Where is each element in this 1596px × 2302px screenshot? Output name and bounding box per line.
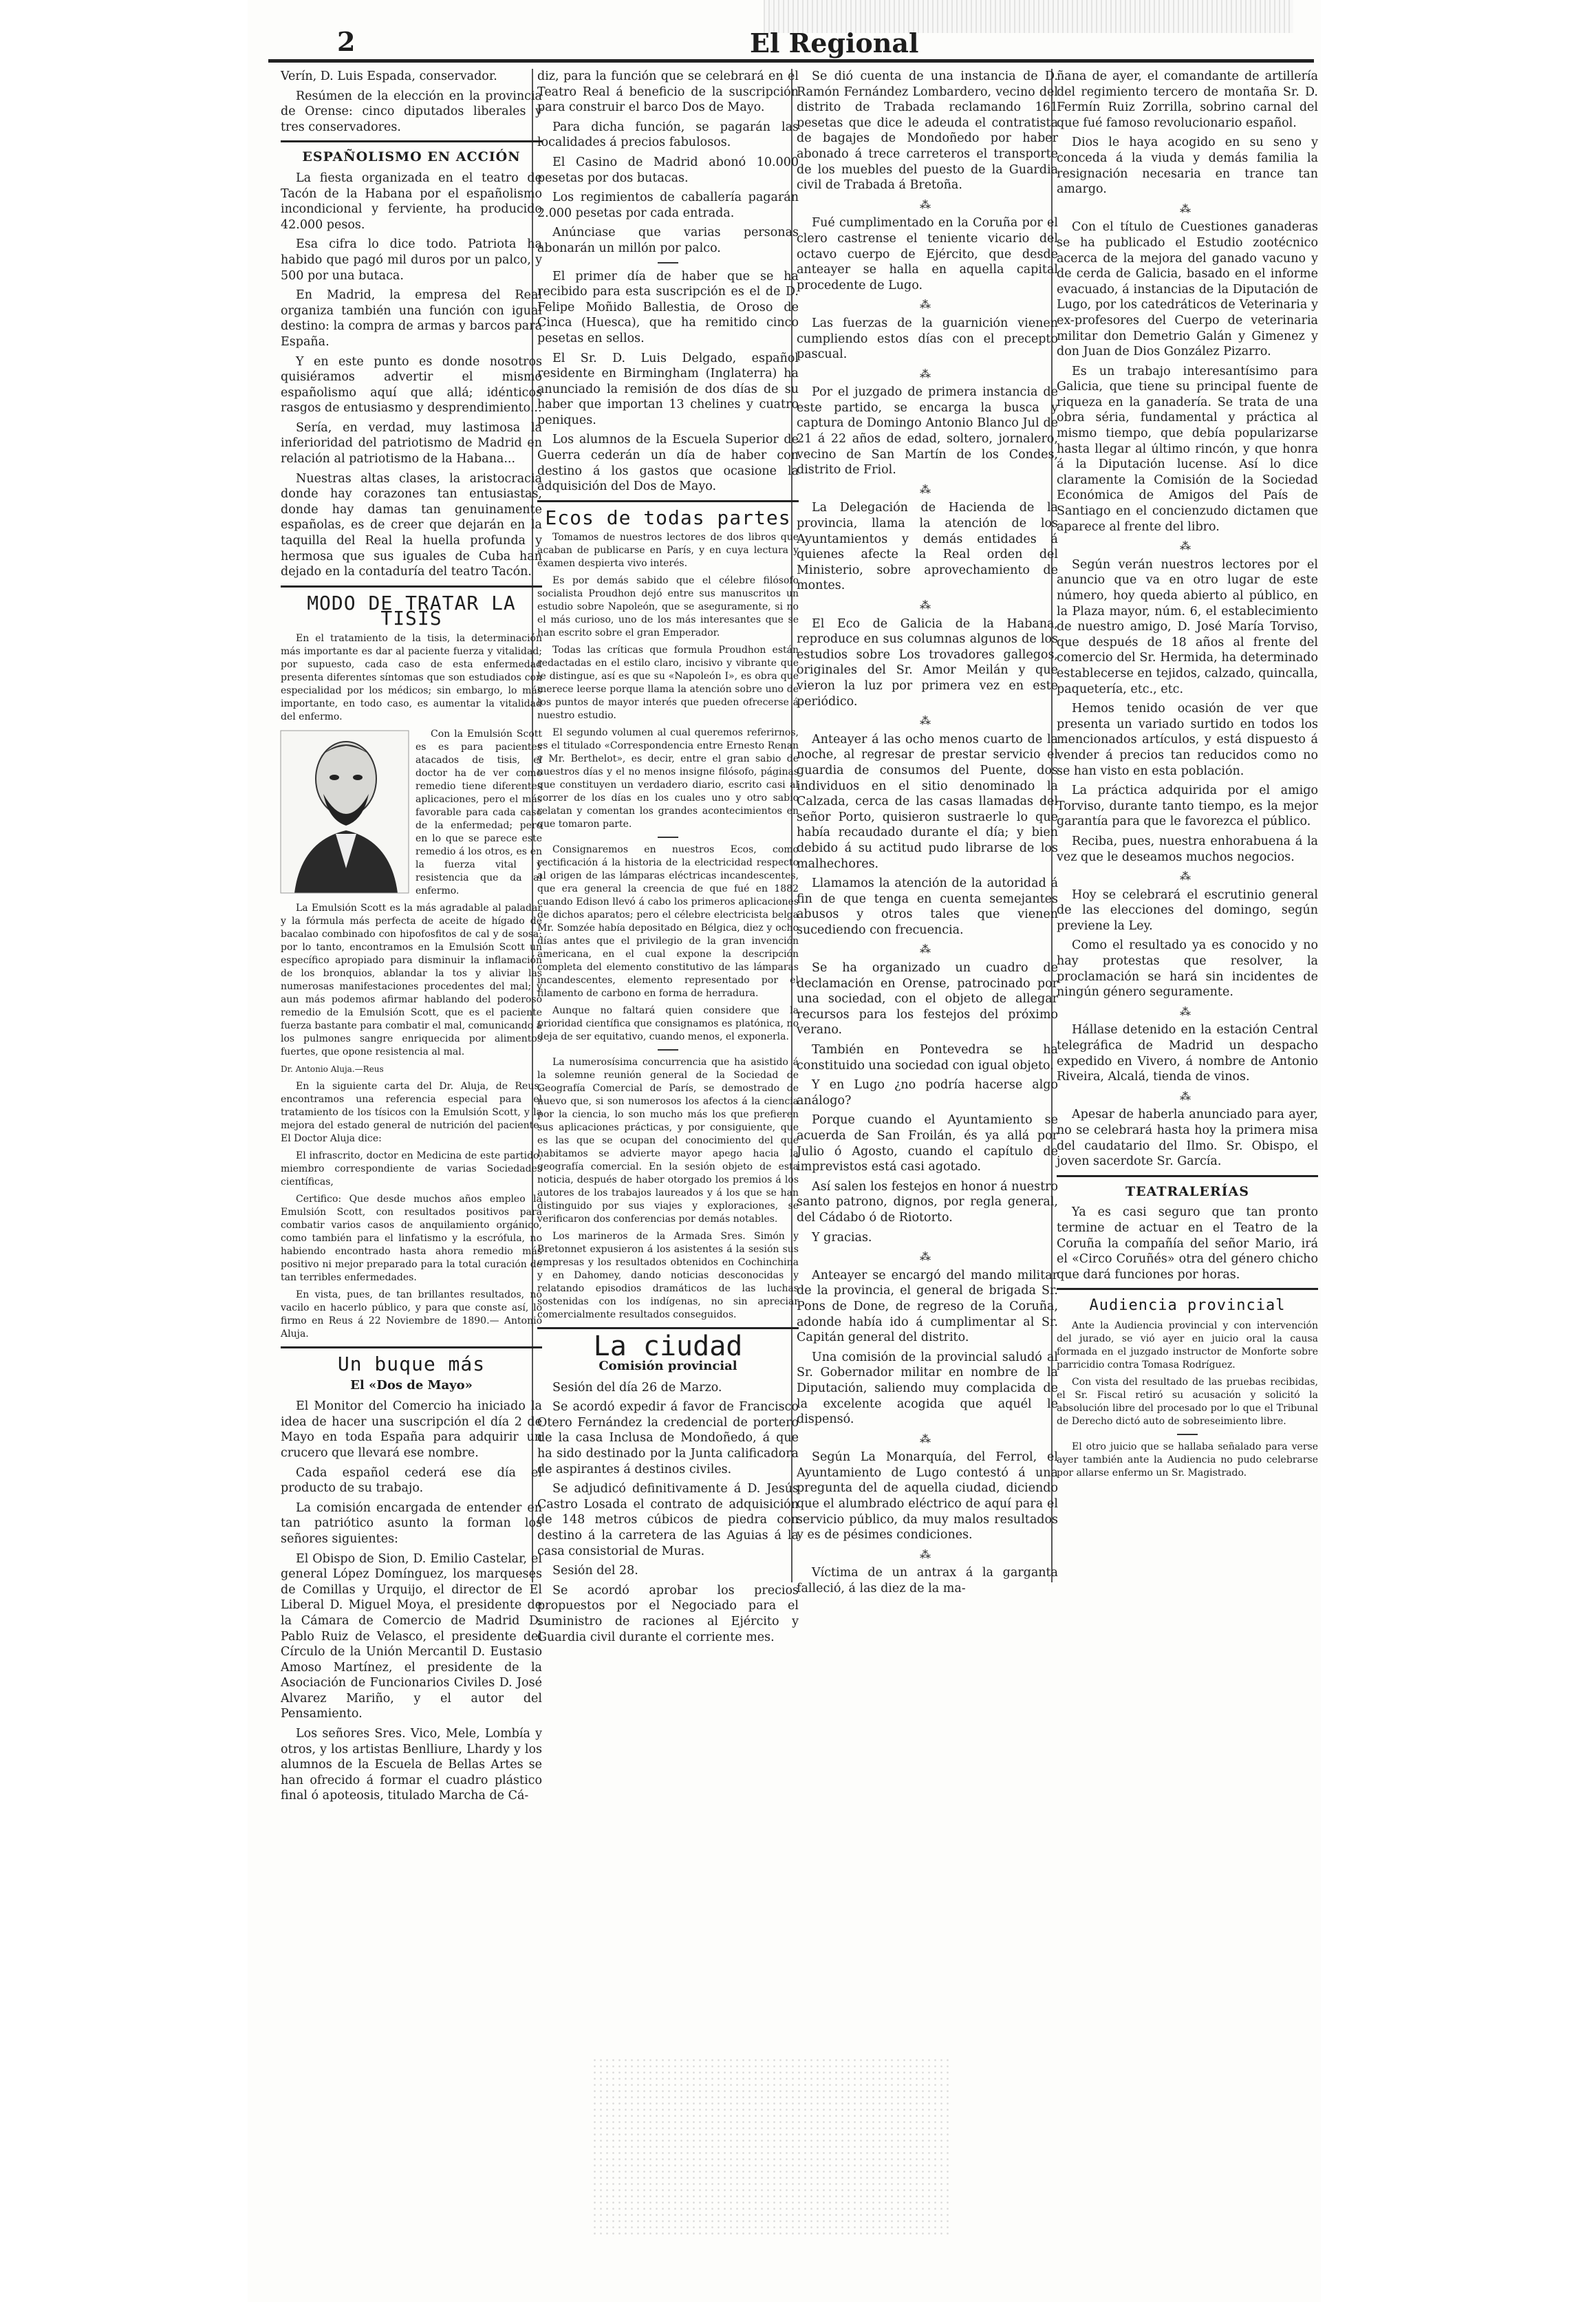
section-rule <box>1057 1288 1318 1290</box>
asterism: ⁂ <box>1180 539 1195 553</box>
separator-dash <box>1177 1434 1198 1435</box>
paragraph: Aunque no faltará quien considere que la prioridad científica que consignamos es platónica, no deja de ser equitativo, cuando menos, el exponerla. <box>537 1005 799 1043</box>
section-rule <box>537 1327 799 1329</box>
paragraph: En la siguiente carta del Dr. Aluja, de Reus, encontramos una referencia especial para el tratamiento de los tísicos con la Emulsión Scott, y la mejora del estado general de nutrición del paciente. El Doctor Aluja dice: <box>281 1081 542 1144</box>
section-heading: Ecos de todas partes <box>545 506 791 529</box>
asterism: ⁂ <box>920 714 935 728</box>
section-heading: TEATRALERÍAS <box>1125 1183 1249 1199</box>
paragraph: Y gracias. <box>812 1230 872 1245</box>
paragraph: Dios le haya acogido en su seno y conceda á la viuda y demás familia la resignación necesaria en trance tan amargo. <box>1057 136 1318 197</box>
paragraph: El segundo volumen al cual queremos referirnos, es el titulado «Correspondencia entre Ernesto Renan y Mr. Berthelot», es decir, entre el gran sabio de nuestros días y el no menos insigne filósofo, páginas que constituyen un verdadero diario, escrito casi al correr de los días en los cuales uno y otro sabio relatan y comentan los grandes acontecimientos en que tomaron parte. <box>537 727 799 830</box>
paragraph: Se acordó expedir á favor de Francisco Otero Fernández la credencial de portero de la casa Inclusa de Mondoñedo, á que ha sido destinado por la Junta calificadora de aspirantes á destinos civiles. <box>537 1400 799 1476</box>
paragraph: Esa cifra lo dice todo. Patriota ha habido que pagó mil duros por un palco, y 500 por una butaca. <box>281 237 542 283</box>
paragraph: Fué cumplimentado en la Coruña por el clero castrense el teniente vicario del octavo cuerpo de Ejército, que desde anteayer se halla en aquella capital procedente de Lugo. <box>797 216 1058 292</box>
paragraph: Como el resultado ya es conocido y no hay protestas que resolver, la proclamación se hará sin incidentes de ningún género seguramente. <box>1057 938 1318 1000</box>
paragraph: El Obispo de Sion, D. Emilio Castelar, el general López Domínguez, los marqueses de Comillas y Urquijo, el director de El Liberal D. Miguel Moya, el presidente de la Cámara de Comercio de Madrid D. Pablo Ruiz de Velasco, el presidente del Círculo de la Unión Mercantil D. Eustasio Amoso Martínez, el presidente de la Asociación de Funcionarios Civiles D. José Alvarez Mariño, y el autor del Pensamiento. <box>281 1551 542 1721</box>
paragraph: Con la Emulsión Scott es es para pacientes atacados de tisis, el doctor ha de ver como remedio tiene diferentes aplicaciones, pero el más favorable para cada caso de la enfermedad; pero en lo que se parece este remedio á los otros, es en la fuerza vital y resistencia que da al enfermo. <box>416 729 542 896</box>
portrait-illustration <box>281 731 409 893</box>
asterism: ⁂ <box>920 1432 935 1445</box>
paragraph: La numerosísima concurrencia que ha asistido á la solemne reunión general de la Sociedad de Geografía Comercial de París, se demostrado de nuevo que, si son numerosos los afectos á la ciencia por la ciencia, lo son mucho más los que prefieren sus aplicaciones prácticas, y por consiguiente, que es las que se ocupan del conocimiento del que habitamos se advierte mayor apego hacia la geografía comercial. En la sesión objeto de esta noticia, después de haber otorgado los premios á los autores de los trabajos laureados y á los que se han distinguido por sus viajes y exploraciones, se verificaron dos conferencias por demás notables. <box>537 1057 799 1225</box>
paragraph: Apesar de haberla anunciado para ayer, no se celebrará hasta hoy la primera misa del caudatario del Ilmo. Sr. Obispo, el joven sacerdote Sr. García. <box>1057 1108 1318 1169</box>
paragraph: Es un trabajo interesantísimo para Galicia, que tiene su principal fuente de riqueza en la ganadería. Se trata de una obra séria, fundamental y práctica al mismo tiempo, que debía popularizarse hasta llegar al último rincón, y que honra á la Diputación lucense. Así lo dice claramente la Comisión de la Sociedad Económica de Amigos del País de Santiago en el concienzudo dictamen que aparece al frente del libro. <box>1057 364 1318 534</box>
paragraph: La Delegación de Hacienda de la provincia, llama la atención de los Ayuntamientos y demás entidades á quienes afecte la Real orden del Ministerio, sobre aprovechamiento de montes. <box>797 501 1058 593</box>
paragraph: El otro juicio que se hallaba señalado para verse ayer también ante la Audiencia no pudo celebrarse por allarse enfermo un Sr. Magistrado. <box>1057 1441 1318 1478</box>
paragraph: Hemos tenido ocasión de ver que presenta un variado surtido en todos los mencionados artículos, y está dispuesto á vender á precios tan reducidos como no se han visto en esta población. <box>1057 702 1318 778</box>
paragraph: Las fuerzas de la guarnición vienen cumpliendo estos días con el precepto pascual. <box>797 316 1058 362</box>
paragraph: Hoy se celebrará el escrutinio general de las elecciones del domingo, según previene la Ley. <box>1057 888 1318 933</box>
paragraph: Sesión del 28. <box>552 1564 638 1578</box>
paragraph: ñana de ayer, el comandante de artillería del regimiento tercero de montaña Sr. D. Fermín Ruiz Zorrilla, sobrino carnal del que fué famoso revolucionario español. <box>1057 69 1318 130</box>
paragraph: Reciba, pues, nuestra enhorabuena á la vez que le deseamos muchos negocios. <box>1057 834 1318 864</box>
column-4 <box>1057 69 1318 1582</box>
paragraph: Resúmen de la elección en la provincia de Orense: cinco diputados liberales y tres conservadores. <box>281 89 542 134</box>
paragraph: Cada español cederá ese día el producto de su trabajo. <box>281 1465 542 1496</box>
paragraph: Según La Monarquía, del Ferrol, el Ayuntamiento de Lugo contestó á una pregunta del de aquella ciudad, diciendo que el alumbrado eléctrico de aquí para el servicio público, da muy malos resultados y es de pésimes condiciones. <box>797 1450 1058 1542</box>
section-heading: Un buque más <box>337 1353 486 1375</box>
asterism: ⁂ <box>1180 870 1195 883</box>
asterism: ⁂ <box>920 298 935 312</box>
section-rule <box>281 140 542 142</box>
separator-dash <box>658 262 678 263</box>
separator-dash <box>658 1049 678 1051</box>
paragraph: Consignaremos en nuestros Ecos, como rectificación á la historia de la electricidad respecto al origen de las lámparas eléctricas incandescentes, que era general la creencia de que fué en 1882 cuando Edison llevó á cabo los primeros aplicaciones de dichos aparatos; pero el célebre electricista belga Mr. Somzée había depositado en Bélgica, diez y ocho días antes que el privilegio de la gran invención americana, en el cual expone la descripción completa del elemento constitutivo de las lámparas incandescentes, elemento representado por el filamento de carbono en forma de herradura. <box>537 844 799 1000</box>
paragraph: Hállase detenido en la estación Central telegráfica de Madrid un despacho expedido en Vivero, á nombre de Antonio Riveira, Alcalá, tienda de vinos. <box>1057 1023 1318 1084</box>
paragraph: El Sr. D. Luis Delgado, español residente en Birmingham (Inglaterra) ha anunciado la remisión de dos días de su haber que importan 13 chelines y cuatro peniques. <box>537 351 799 427</box>
asterism: ⁂ <box>920 1250 935 1264</box>
section-subheading: El «Dos de Mayo» <box>350 1377 473 1392</box>
asterism: ⁂ <box>1180 202 1195 215</box>
paragraph: Anúnciase que varias personas abonarán un millón por palco. <box>537 226 799 255</box>
section-rule <box>1057 1175 1318 1177</box>
paragraph: La práctica adquirida por el amigo Torviso, durante tanto tiempo, es la mejor garantía para que le favorezca el público. <box>1057 784 1318 829</box>
paragraph: El Casino de Madrid abonó 10.000 pesetas por dos butacas. <box>537 155 799 185</box>
asterism: ⁂ <box>920 482 935 496</box>
separator-dash <box>658 837 678 838</box>
print-noise-bottom <box>592 2057 949 2236</box>
asterism: ⁂ <box>920 943 935 956</box>
asterism: ⁂ <box>920 367 935 380</box>
portrait-caption: Dr. Antonio Aluja.—Reus <box>281 1064 384 1074</box>
paragraph: Con el título de Cuestiones ganaderas se ha publicado el Estudio zootécnico acerca de la mejora del ganado vacuno y de cerda de Galicia, basado en el informe evacuado, á instancias de la Diputación de Lugo, por los catedráticos de Veterinaria y ex-profesores del Cuerpo de veterinaria militar don Demetrio Galán y Gimenez y don Juan de Dios González Pizarro. <box>1057 220 1318 359</box>
paragraph: Nuestras altas clases, la aristocracia donde hay corazones tan entusiastas, donde hay damas tan genuinamente españolas, es de creer que dejarán en la taquilla del Real la huella profunda y hermosa que sus iguales de Cuba han dejado en la contaduría del teatro Tacón. <box>281 471 542 579</box>
section-rule <box>281 1346 542 1348</box>
masthead: El Regional <box>750 28 919 58</box>
paragraph: Los señores Sres. Vico, Mele, Lombía y otros, y los artistas Benlliure, Lhardy y los alumnos de la Escuela de Bellas Artes se han ofrecido á formar el cuadro plástico final ó apoteosis, titulado Marcha de Cá- <box>281 1727 542 1803</box>
paragraph: Se adjudicó definitivamente á D. Jesús Castro Losada el contrato de adquisición de 148 metros cúbicos de piedra con destino á la carretera de las Aguias á la casa consistorial de Muras. <box>537 1482 799 1558</box>
paragraph: Una comisión de la provincial saludó al Sr. Gobernador militar en nombre de la Diputación, saliendo muy complacida de la excelente acogida que aquél le dispensó. <box>797 1350 1058 1427</box>
portrait-engraving <box>281 731 409 893</box>
paragraph: El Monitor del Comercio ha iniciado la idea de hacer una suscripción el día 2 de Mayo en toda España para adquirir un crucero que llevará ese nombre. <box>281 1399 542 1460</box>
section-heading: ESPAÑOLISMO EN ACCIÓN <box>302 149 521 165</box>
asterism: ⁂ <box>1180 1089 1195 1103</box>
paragraph: Según verán nuestros lectores por el anuncio que va en otro lugar de este número, hoy queda abierto al público, en la Plaza mayor, núm. 6, el establecimiento de nuestro amigo, D. José María Torviso, que después de 18 años al frente del comercio del Sr. Hermida, ha determinado establecerse en tejidos, calzado, quincalla, paquetería, etc., etc. <box>1057 557 1318 696</box>
page-number: 2 <box>337 26 356 57</box>
asterism: ⁂ <box>920 1547 935 1561</box>
asterism: ⁂ <box>920 599 935 612</box>
paragraph: La fiesta organizada en el teatro de Tacón de la Habana por el españolismo incondicional y ferviente, ha producido 42.000 pesos. <box>281 171 542 232</box>
paragraph: Sesión del día 26 de Marzo. <box>552 1380 722 1395</box>
asterism: ⁂ <box>920 197 935 211</box>
paragraph: Por el juzgado de primera instancia de este partido, se encarga la busca y captura de Domingo Antonio Blanco Jul de 21 á 22 años de edad, soltero, jornalero, vecino de San Martín de los Condes, distrito de Friol. <box>797 385 1058 477</box>
paragraph: Verín, D. Luis Espada, conservador. <box>281 69 497 83</box>
paragraph: Y en este punto es donde nosotros quisiéramos advertir el mismo españolismo aquí que allá; idénticos rasgos de entusiasmo y desprendimiento... <box>281 354 542 416</box>
section-heading: La ciudad <box>593 1331 743 1363</box>
paragraph: El primer día de haber que se ha recibido para esta suscripción es el de D. Felipe Moñido Ballestia, de Oroso de Cinca (Huesca), que ha remitido cinco pesetas en sellos. <box>537 269 799 345</box>
paragraph: El infrascrito, doctor en Medicina de este partido, miembro correspondiente de varias Sociedades científicas, <box>281 1150 542 1187</box>
paragraph: Para dicha función, se pagarán las localidades á precios fabulosos. <box>537 120 799 150</box>
paragraph: Los marineros de la Armada Sres. Simón y Bretonnet expusieron á los asistentes á la sesión sus empresas y los resultados obtenidos en Cochinchina y en Dahomey, dando noticias desconocidas y relatando episodios dramáticos de las luchas sostenidas con los indígenas, no sin apreciar comercialmente resultados conseguidos. <box>537 1231 799 1321</box>
paragraph: Sería, en verdad, muy lastimosa la inferioridad del patriotismo de Madrid en relación al patriotismo de la Habana... <box>281 420 542 466</box>
paragraph: El Eco de Galicia de la Habana, reproduce en sus columnas algunos de los estudios sobre Los trovadores gallegos, originales del Sr. Amor Meilán y que vieron la luz por primera vez en este periódico. <box>797 616 1058 709</box>
paragraph: También en Pontevedra se ha constituido una sociedad con igual objeto. <box>797 1043 1058 1073</box>
paragraph: Víctima de un antrax á la garganta falleció, á las diez de la ma- <box>797 1566 1058 1596</box>
paragraph: Tomamos de nuestros lectores de dos libros que acaban de publicarse en París, y en cuya lectura y examen despierta vivo interés. <box>537 532 799 570</box>
section-heading: MODO DE TRATAR LA TISIS <box>307 591 516 630</box>
paragraph: La comisión encargada de entender en tan patriótico asunto la forman los señores siguientes: <box>281 1500 542 1546</box>
paragraph: La Emulsión Scott es la más agradable al paladar y la fórmula más perfecta de aceite de hígado de bacalao combinado con hipofosfitos de cal y de sosa; por lo tanto, encontramos en la Emulsión Scott un específico apropiado para disminuir la inflamación de los bronquios, ablandar la tos y aliviar las numerosas manifestaciones procedentes del mal; y aun más podemos afirmar hablando del poderoso remedio de la Emulsión Scott, que es el paciente fuerza bastante para combatir el mal, comunicando á los pulmones sangre enriquecida por alimentos fuertes, que opone resistencia al mal. <box>281 903 542 1057</box>
paragraph: Con vista del resultado de las pruebas recibidas, el Sr. Fiscal retiró su acusación y solicitó la absolución libre del procesado por lo que el Tribunal de Derecho dictó auto de sobreseimiento libre. <box>1057 1376 1318 1427</box>
section-rule <box>537 500 799 502</box>
asterism: ⁂ <box>1180 1004 1195 1018</box>
paragraph: Ante la Audiencia provincial y con intervención del jurado, se vió ayer en juicio oral la causa formada en el juzgado instructor de Monforte sobre parricidio contra Tomasa Rodríguez. <box>1057 1320 1318 1370</box>
paragraph: Todas las críticas que formula Proudhon están redactadas en el estilo claro, incisivo y vibrante que le distingue, así es que su «Napoleón I», es obra que merece leerse porque llama la atención sobre uno de los puntos de mayor interés que pueden ofrecerse á nuestro estudio. <box>537 645 799 722</box>
header-rule <box>268 59 1314 63</box>
paragraph: Se acordó aprobar los precios propuestos por el Negociado para el suministro de raciones al Ejército y Guardia civil durante el corriente mes. <box>537 1583 799 1644</box>
paragraph: En Madrid, la empresa del Real organiza también una función con igual destino: la compra de armas y barcos para España. <box>281 288 542 349</box>
paragraph: Los alumnos de la Escuela Superior de Guerra cederán un día de haber con destino á los gastos que ocasione la adquisición del Dos de Mayo. <box>537 433 799 494</box>
paragraph: En vista, pues, de tan brillantes resultados, no vacilo en hacerlo público, y para que conste así, lo firmo en Reus á 22 Noviembre de 1890.— Antonio Aluja. <box>281 1289 542 1340</box>
section-rule <box>281 585 542 588</box>
paragraph: En el tratamiento de la tisis, la determinación más importante es dar al paciente fuerza y vitalidad; por supuesto, cada caso de esta enfermedad presenta diferentes síntomas que son estudiados con especialidad por los médicos; sin embargo, lo más importante, en todo caso, es aumentar la vitalidad del enfermo. <box>281 633 542 722</box>
column-2 <box>537 69 799 1644</box>
paragraph: Los regimientos de caballería pagarán 2.000 pesetas por cada entrada. <box>537 191 799 220</box>
paragraph: Así salen los festejos en honor á nuestro santo patrono, dignos, por regla general, del Cádabo ó de Riotorto. <box>797 1179 1058 1225</box>
paragraph: Se dió cuenta de una instancia de D. Ramón Fernández Lombardero, vecino del distrito de Trabada reclamando 161 pesetas que dice le adeuda el contratista de bagajes de Mondoñedo por haber abonado á trece carreteros el transporte de los muebles del puesto de la Guardia civil de Trabada á Bretoña. <box>797 69 1058 193</box>
column-1 <box>281 69 542 1803</box>
paragraph: Y en Lugo ¿no podría hacerse algo análogo? <box>797 1078 1058 1108</box>
paragraph: Llamamos la atención de la autoridad á fin de que tenga en cuenta semejantes abusos y otros tales que vienen sucediendo con frecuencia. <box>797 876 1058 937</box>
column-3 <box>797 69 1058 1596</box>
paragraph: Certifico: Que desde muchos años empleo la Emulsión Scott, con resultados positivos para combatir varios casos de anquilamiento orgánico, como también para el linfatismo y la escrófula, no habiendo encontrado hasta ahora remedio más positivo ni mejor preparado para la total curación de tan terribles enfermedades. <box>281 1194 542 1283</box>
paragraph: Ya es casi seguro que tan pronto termine de actuar en el Teatro de la Coruña la compañía del señor Mario, irá el «Circo Coruñés» otra del género chicho que dará funciones por horas. <box>1057 1205 1318 1282</box>
page-header <box>275 26 1307 58</box>
paragraph: Se ha organizado un cuadro de declamación en Orense, patrocinado por una sociedad, con el objeto de allegar recursos para los festejos del próximo verano. <box>797 961 1058 1037</box>
paragraph: Anteayer se encargó del mando militar de la provincia, el general de brigada Sr. Pons de Done, de regreso de la Coruña, adonde había ido á cumplimentar al Sr. Capitán general del distrito. <box>797 1268 1058 1345</box>
paragraph: Porque cuando el Ayuntamiento se acuerda de San Froilán, és ya allá por Julio ó Agosto, cuando el capítulo de imprevistos está casi agotado. <box>797 1113 1058 1174</box>
section-subheading: Comisión provincial <box>598 1359 737 1374</box>
paragraph: diz, para la función que se celebrará en el Teatro Real á beneficio de la suscripción para construir el barco Dos de Mayo. <box>537 69 799 115</box>
paragraph: Es por demás sabido que el célebre filósofo socialista Proudhon dejó entre sus manuscritos un estudio sobre Napoleón, que se aseguramente, si no el más curioso, uno de los más interesantes que se han escrito sobre el gran Emperador. <box>537 575 799 639</box>
paragraph: Anteayer á las ocho menos cuarto de la noche, al regresar de prestar servicio el guardia de consumos del Puente, dos individuos en el sitio denominado la Calzada, cerca de las casas llamadas del señor Porto, quisieron sustraerle lo que había recaudado durante el día; y bien debido á su actitud pudo librarse de los malhechores. <box>797 732 1058 871</box>
section-heading: Audiencia provincial <box>1089 1297 1286 1315</box>
